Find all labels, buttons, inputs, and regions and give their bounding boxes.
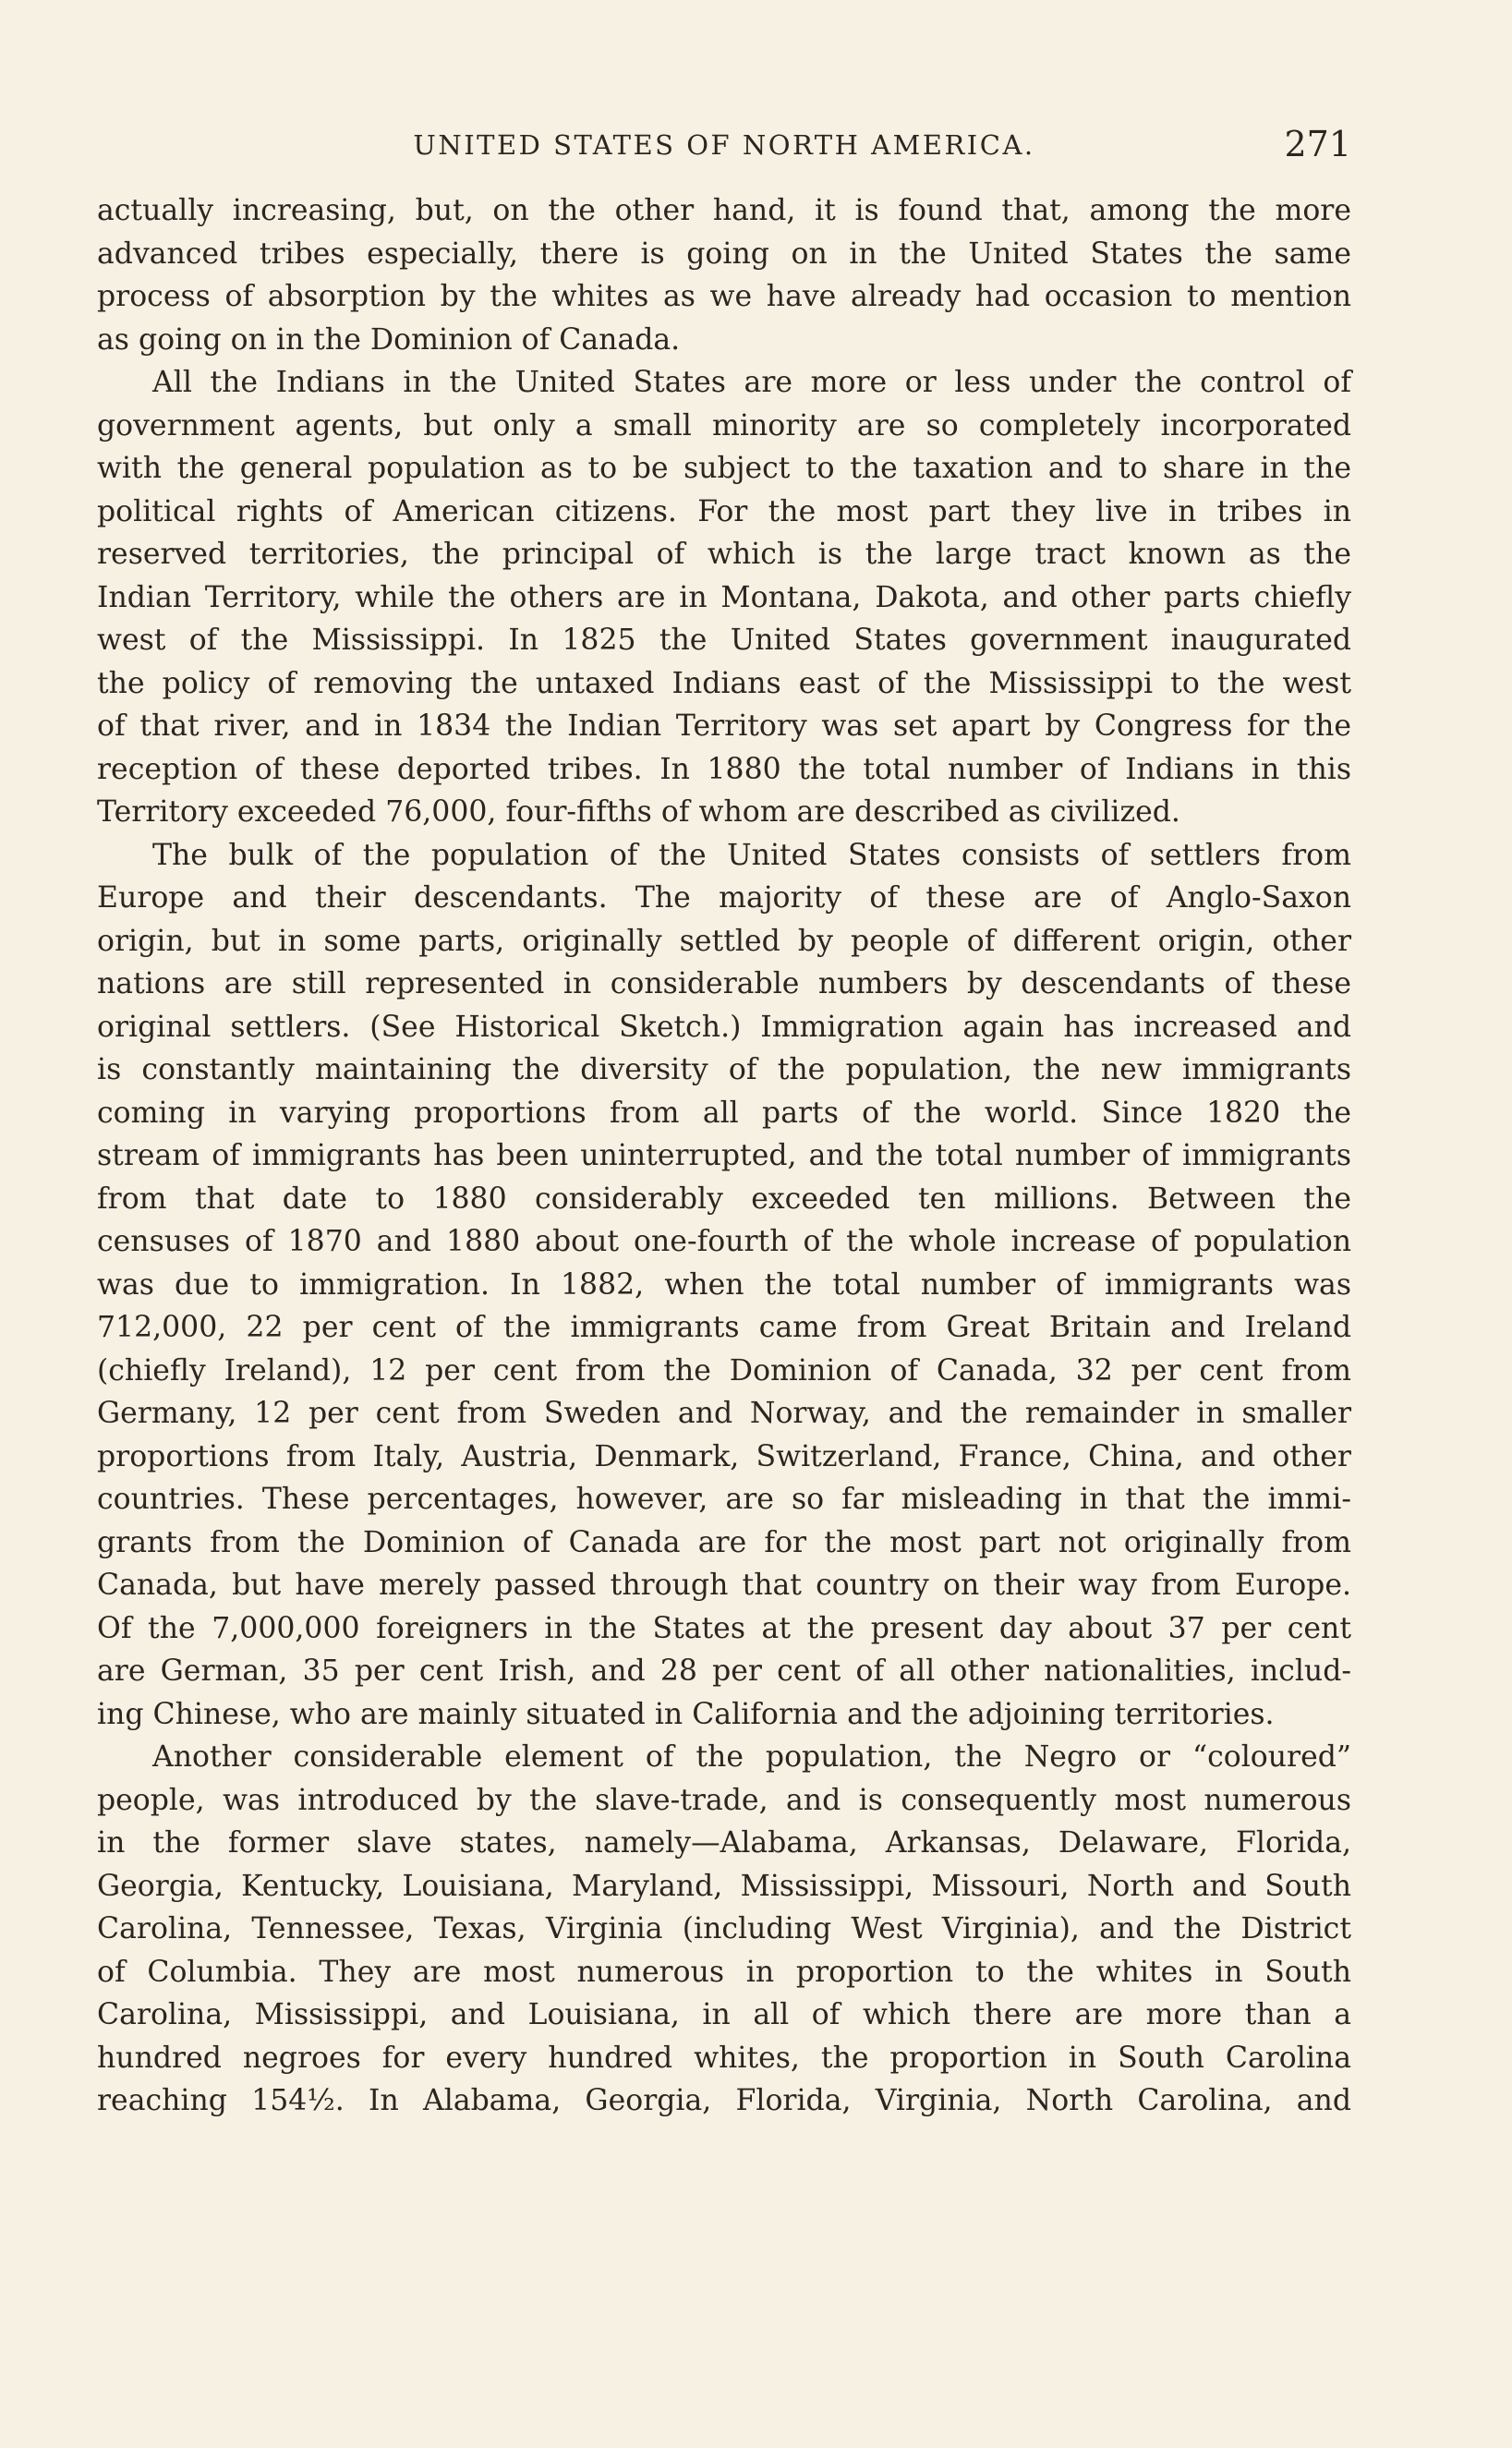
text-line: Of the 7,000,000 foreigners in the States at the present day about 37 per cent: [97, 1611, 1351, 1645]
body-text: [97, 189, 1351, 2123]
text-line: from that date to 1880 considerably exceeded ten millions. Between the: [97, 1182, 1351, 1216]
text-line: Canada, but have merely passed through that country on their way from Europe.: [97, 1569, 1351, 1602]
text-line: Indian Territory, while the others are in Montana, Dakota, and other parts chiefly: [97, 580, 1351, 614]
text-line: ing Chinese, who are mainly situated in California and the adjoining territories.: [97, 1697, 1275, 1731]
text-line: Georgia, Kentucky, Louisiana, Maryland, Mississippi, Missouri, North and South: [97, 1869, 1351, 1903]
text-line: with the general population as to be subject to the taxation and to share in the: [97, 452, 1351, 485]
paragraph: [97, 834, 1351, 1737]
text-line: reception of these deported tribes. In 1880 the total number of Indians in this: [97, 752, 1351, 786]
text-line: government agents, but only a small minority are so completely incorporated: [97, 408, 1351, 442]
page-number: 271: [1284, 124, 1351, 164]
text-line: grants from the Dominion of Canada are for the most part not originally from: [97, 1525, 1351, 1559]
text-line: actually increasing, but, on the other hand, it is found that, among the more: [97, 194, 1351, 227]
text-line: origin, but in some parts, originally settled by people of different origin, other: [97, 924, 1351, 958]
text-line: of Columbia. They are most numerous in proportion to the whites in South: [97, 1955, 1351, 1989]
text-line: censuses of 1870 and 1880 about one-fourth of the whole increase of population: [97, 1225, 1351, 1258]
text-line: proportions from Italy, Austria, Denmark, Switzerland, France, China, and other: [97, 1439, 1351, 1473]
text-line: nations are still represented in considerable numbers by descendants of these: [97, 967, 1351, 1000]
text-line: 712,000, 22 per cent of the immigrants came from Great Britain and Ireland: [97, 1311, 1351, 1344]
text-line: The bulk of the population of the United States consists of settlers from: [152, 838, 1351, 872]
text-line: coming in varying proportions from all parts of the world. Since 1820 the: [97, 1096, 1351, 1130]
text-line: stream of immigrants has been uninterrupted, and the total number of immigrants: [97, 1139, 1351, 1172]
text-line: as going on in the Dominion of Canada.: [97, 322, 681, 357]
text-line: west of the Mississippi. In 1825 the United States government inaugurated: [97, 624, 1351, 657]
text-line: All the Indians in the United States are more or less under the control of: [152, 366, 1351, 399]
text-line: are German, 35 per cent Irish, and 28 per cent of all other nationalities, includ-: [97, 1654, 1351, 1688]
running-head: [97, 124, 1351, 170]
text-line: in the former slave states, namely—Alabama, Arkansas, Delaware, Florida,: [97, 1826, 1351, 1860]
text-line: process of absorption by the whites as we have already had occasion to mention: [97, 280, 1351, 313]
running-title: UNITED STATES OF NORTH AMERICA.: [413, 129, 1035, 161]
text-line: reserved territories, the principal of which is the large tract known as the: [97, 538, 1351, 571]
text-line: Germany, 12 per cent from Sweden and Norway, and the remainder in smaller: [97, 1397, 1351, 1430]
text-line: the policy of removing the untaxed Indians east of the Mississippi to the west: [97, 666, 1351, 700]
text-line: Territory exceeded 76,000, four-fifths of whom are described as civilized.: [97, 795, 1180, 829]
text-line: people, was introduced by the slave-trade, and is consequently most numerous: [97, 1783, 1351, 1817]
text-line: hundred negroes for every hundred whites, the proportion in South Carolina: [97, 2041, 1351, 2075]
paragraph: [97, 361, 1351, 834]
text-line: advanced tribes especially, there is going on in the United States the same: [97, 236, 1351, 271]
text-line: (chiefly Ireland), 12 per cent from the Dominion of Canada, 32 per cent from: [97, 1353, 1351, 1388]
text-line: of that river, and in 1834 the Indian Territory was set apart by Congress for the: [97, 709, 1351, 743]
paragraph: [97, 189, 1351, 361]
text-line: countries. These percentages, however, are so far misleading in that the immi-: [97, 1483, 1351, 1516]
text-line: reaching 154½. In Alabama, Georgia, Florida, Virginia, North Carolina, and: [97, 2084, 1351, 2117]
text-line: Another considerable element of the population, the Negro or “coloured”: [152, 1740, 1351, 1774]
text-line: original settlers. (See Historical Sketch.) Immigration again has increased and: [97, 1010, 1351, 1044]
text-line: was due to immigration. In 1882, when the total number of immigrants was: [97, 1267, 1351, 1302]
paragraph: [97, 1736, 1351, 2123]
text-line: Carolina, Mississippi, and Louisiana, in all of which there are more than a: [97, 1998, 1351, 2031]
text-line: Europe and their descendants. The majority of these are of Anglo-Saxon: [97, 881, 1351, 915]
text-line: Carolina, Tennessee, Texas, Virginia (including West Virginia), and the District: [97, 1912, 1351, 1945]
text-line: political rights of American citizens. For the most part they live in tribes in: [97, 494, 1351, 528]
text-line: is constantly maintaining the diversity of the population, the new immigrants: [97, 1053, 1351, 1086]
